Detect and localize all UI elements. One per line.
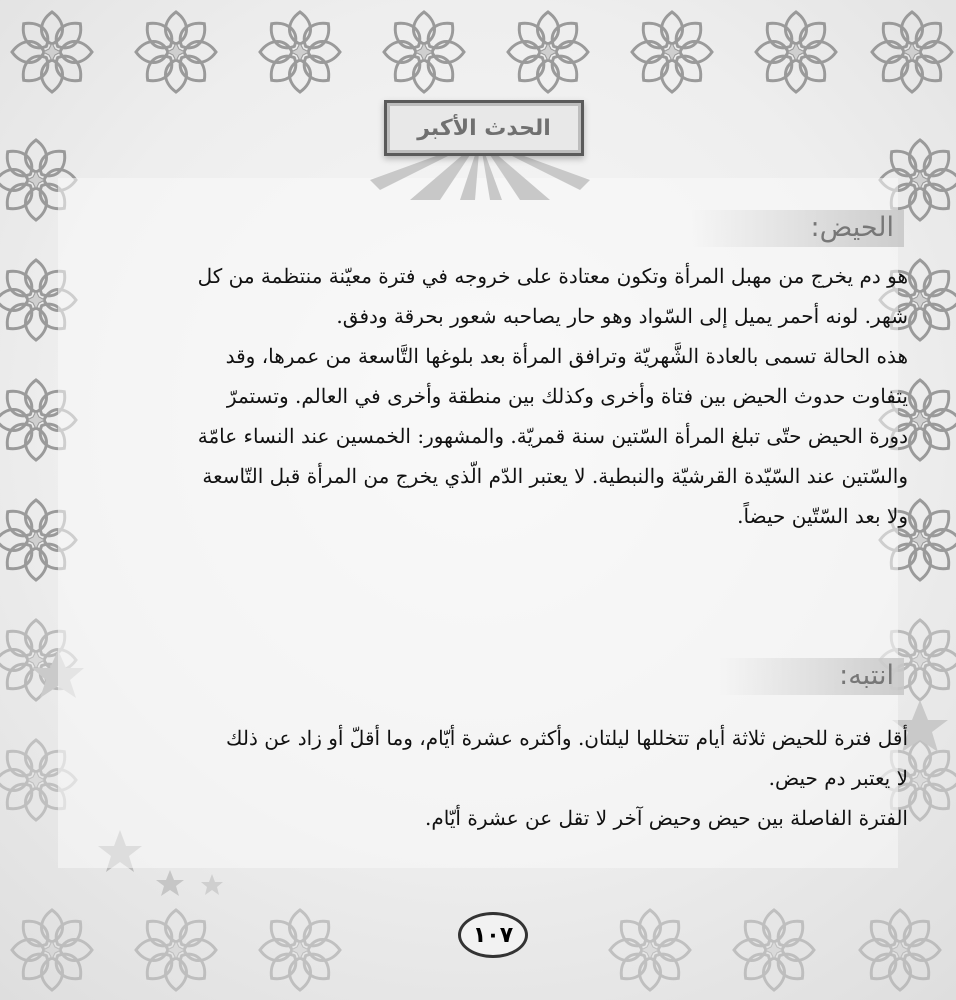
text-line: لا يعتبر دم حيض.	[768, 766, 908, 790]
text-line: أقل فترة للحيض ثلاثة أيام تتخللها ليلتان. وأكثره عشرة أيّام، وما أقلّ أو زاد عن ذلك	[226, 726, 908, 750]
text-line: هذه الحالة تسمى بالعادة الشَّهريّة وترافق المرأة بعد بلوغها التَّاسعة من عمرها، وقد	[225, 344, 908, 368]
text-line: دورة الحيض حتّى تبلغ المرأة السّتين سنة قمريّة. والمشهور: الخمسين عند النساء عامّة	[197, 424, 908, 448]
text-line: شهر. لونه أحمر يميل إلى السّواد وهو حار يصاحبه شعور بحرقة ودفق.	[336, 304, 908, 328]
chapter-title: الحدث الأكبر	[417, 115, 551, 141]
text-line: الفترة الفاصلة بين حيض وحيض آخر لا تقل عن عشرة أيّام.	[425, 806, 908, 830]
text-line: ولا بعد السّتّين حيضاً.	[737, 504, 908, 528]
text-line: يتفاوت حدوث الحيض بين فتاة وأخرى وكذلك بين منطقة وأخرى في العالم. وتستمرّ	[226, 384, 908, 408]
text-line: هو دم يخرج من مهبل المرأة وتكون معتادة على خروجه في فترة معيّنة منتظمة من كل	[197, 264, 908, 288]
section-heading-attention: انتبه:	[719, 658, 904, 695]
chapter-title-box	[384, 100, 584, 156]
section-heading-menstruation: الحيض:	[691, 210, 904, 247]
section2-paragraph	[28, 718, 908, 838]
text-line: والسّتين عند السّيّدة القرشيّة والنبطية. لا يعتبر الدّم الّذي يخرج من المرأة قبل التّاسعة	[202, 464, 908, 488]
section1-paragraph	[28, 256, 908, 536]
page-number: ١٠٧	[458, 912, 528, 958]
